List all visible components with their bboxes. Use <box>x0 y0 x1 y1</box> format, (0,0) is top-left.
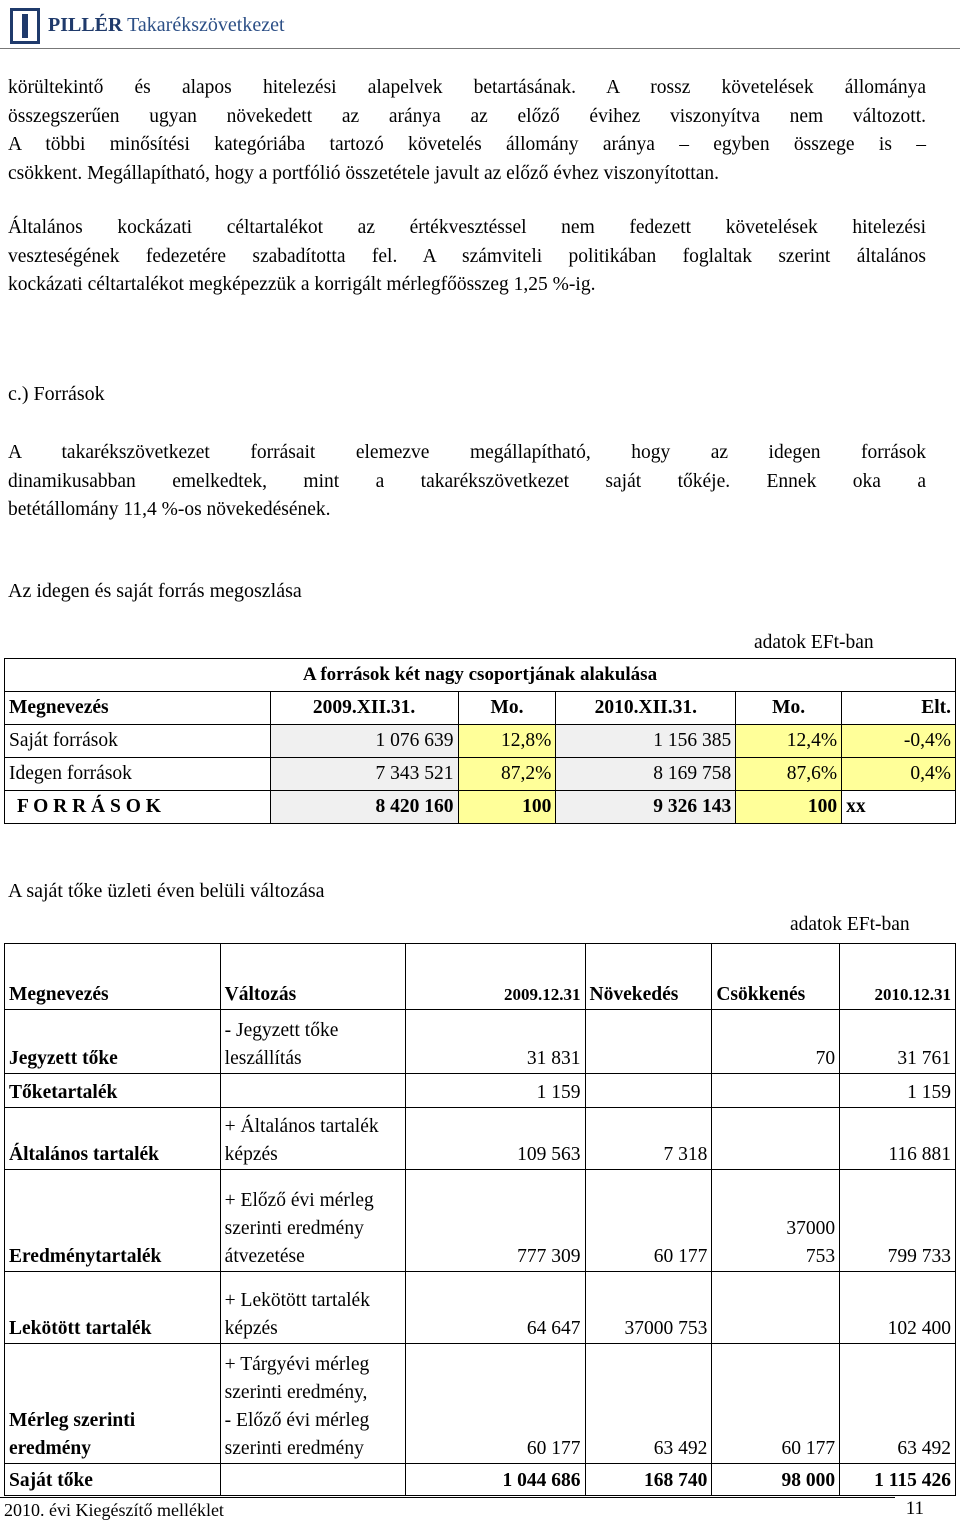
cell-value: 98 000 <box>712 1464 840 1496</box>
cell-value: 799 733 <box>840 1170 956 1272</box>
cell-value: 100 <box>458 791 556 824</box>
column-header: 2009.XII.31. <box>270 692 458 725</box>
cell-value <box>712 1074 840 1108</box>
text-line: körültekintő és alapos hitelezési alapelvek betartásának. A rossz követelések állománya <box>8 77 926 98</box>
change-description <box>220 1074 405 1108</box>
section-heading: c.) Források <box>8 383 105 405</box>
cell-value: 116 881 <box>840 1108 956 1170</box>
table-title: A források két nagy csoportjának alakulása <box>5 659 956 692</box>
cell-value: 1 159 <box>840 1074 956 1108</box>
column-header: Elt. <box>842 692 956 725</box>
row-label: Jegyzett tőke <box>5 1010 221 1074</box>
text-line: leszállítás <box>224 1048 302 1069</box>
cell-value: 168 740 <box>585 1464 712 1496</box>
row-label: Mérleg szerinti eredmény <box>5 1344 221 1464</box>
change-description <box>220 1272 405 1344</box>
footer-text: 2010. évi Kiegészítő melléklet <box>4 1500 224 1520</box>
row-label: Tőketartalék <box>5 1074 221 1108</box>
text-line: 37000 <box>786 1218 836 1239</box>
cell-value: 31 831 <box>406 1010 585 1074</box>
cell-value: 109 563 <box>406 1108 585 1170</box>
row-label: Idegen források <box>5 758 271 791</box>
cell-value: 102 400 <box>840 1272 956 1344</box>
column-header: Változás <box>220 944 405 1010</box>
cell-value: 64 647 <box>406 1272 585 1344</box>
change-description <box>220 1010 405 1074</box>
row-label: Lekötött tartalék <box>5 1272 221 1344</box>
cell-value <box>712 1170 840 1272</box>
column-header: Mo. <box>736 692 842 725</box>
change-description <box>220 1464 405 1496</box>
cell-value: 7 318 <box>585 1108 712 1170</box>
table-total-row <box>5 791 956 824</box>
column-header: 2010.XII.31. <box>556 692 736 725</box>
table-row <box>5 1010 956 1074</box>
cell-value: 1 044 686 <box>406 1464 585 1496</box>
cell-value: 60 177 <box>406 1344 585 1464</box>
table2-unit: adatok EFt-ban <box>790 914 910 935</box>
row-label: Saját tőke <box>5 1464 221 1496</box>
cell-value: 60 177 <box>712 1344 840 1464</box>
table-row <box>5 1074 956 1108</box>
column-header: Mo. <box>458 692 556 725</box>
cell-value: 31 761 <box>840 1010 956 1074</box>
cell-value: 37000 753 <box>585 1272 712 1344</box>
change-description <box>220 1108 405 1170</box>
cell-value: 1 076 639 <box>270 725 458 758</box>
equity-table <box>4 943 956 1496</box>
column-header: 2010.12.31 <box>840 944 956 1010</box>
text-line: szerinti eredmény, <box>224 1382 368 1403</box>
cell-value: 70 <box>712 1010 840 1074</box>
cell-value: 8 420 160 <box>270 791 458 824</box>
column-header: Csökkenés <box>712 944 840 1010</box>
text-line: 753 <box>805 1246 836 1267</box>
text-line: + Általános tartalék <box>224 1116 379 1137</box>
table-row <box>5 758 956 791</box>
row-label: Saját források <box>5 725 271 758</box>
table2-heading: A saját tőke üzleti éven belüli változása <box>8 880 325 902</box>
paragraph-forrasok <box>8 439 926 525</box>
text-line: + Tárgyévi mérleg <box>224 1354 370 1375</box>
cell-value: 777 309 <box>406 1170 585 1272</box>
cell-value: 7 343 521 <box>270 758 458 791</box>
table-row <box>5 1344 956 1464</box>
text-line: képzés <box>224 1144 278 1165</box>
table-row <box>5 1272 956 1344</box>
column-header: Megnevezés <box>5 692 271 725</box>
text-line: csökkent. Megállapítható, hogy a portfólió összetétele javult az előző évhez viszonyítottan. <box>8 162 719 184</box>
table-row <box>5 1170 956 1272</box>
table1-heading: Az idegen és saját forrás megoszlása <box>8 580 302 602</box>
cell-value: 12,8% <box>458 725 556 758</box>
text-line: kockázati céltartalékot megképezzük a korrigált mérlegfőösszeg 1,25 %-ig. <box>8 274 596 295</box>
column-header: Növekedés <box>585 944 712 1010</box>
table-row <box>5 725 956 758</box>
text-line: Általános kockázati céltartalékot az értékvesztéssel nem fedezett követelések hitelezési <box>8 217 926 238</box>
text-line: képzés <box>224 1318 278 1339</box>
sources-table <box>4 658 956 824</box>
text-line: A takarékszövetkezet forrásait elemezve megállapítható, hogy az idegen források <box>8 442 926 463</box>
piller-logo-icon <box>10 8 40 44</box>
row-label: Eredménytartalék <box>5 1170 221 1272</box>
text-line: + Lekötött tartalék <box>224 1290 370 1311</box>
text-line: A többi minősítési kategóriába tartozó követelés állomány aránya – egyben összege is – <box>8 134 926 155</box>
cell-value: -0,4% <box>842 725 956 758</box>
cell-value: 12,4% <box>736 725 842 758</box>
cell-value: 1 156 385 <box>556 725 736 758</box>
logo-name: PILLÉR <box>48 14 123 36</box>
logo-text <box>48 14 285 37</box>
page-number: 11 <box>905 1498 924 1519</box>
table-header-row <box>5 692 956 725</box>
cell-value: 100 <box>736 791 842 824</box>
logo-subtitle: Takarékszövetkezet <box>127 14 285 36</box>
paragraph-celtartalek <box>8 214 926 300</box>
paragraph-portfolio <box>8 74 926 188</box>
column-header: Megnevezés <box>5 944 221 1010</box>
text-line: szerinti eredmény <box>224 1218 364 1239</box>
table-total-row <box>5 1464 956 1496</box>
cell-value: xx <box>842 791 956 824</box>
cell-value: 8 169 758 <box>556 758 736 791</box>
text-line: veszteségének fedezetére szabadította fel. A számviteli politikában foglaltak szerint általános <box>8 245 926 267</box>
table-row <box>5 1108 956 1170</box>
cell-value: 1 115 426 <box>840 1464 956 1496</box>
row-label: F O R R Á S O K <box>5 791 271 824</box>
text-line: átvezetése <box>224 1246 305 1267</box>
column-header: 2009.12.31 <box>406 944 585 1010</box>
cell-value: 9 326 143 <box>556 791 736 824</box>
cell-value: 60 177 <box>585 1170 712 1272</box>
cell-value <box>585 1010 712 1074</box>
text-line: szerinti eredmény <box>224 1438 364 1459</box>
cell-value: 63 492 <box>585 1344 712 1464</box>
table-header-row <box>5 944 956 1010</box>
row-label: Általános tartalék <box>5 1108 221 1170</box>
cell-value: 87,2% <box>458 758 556 791</box>
change-description <box>220 1170 405 1272</box>
cell-value: 1 159 <box>406 1074 585 1108</box>
table-title-row <box>5 659 956 692</box>
footer-divider <box>0 1497 895 1498</box>
page-header <box>0 0 960 48</box>
text-line: összegszerűen ugyan növekedett az aránya az előző évihez viszonyítva nem változott. <box>8 105 926 127</box>
change-description <box>220 1344 405 1464</box>
text-line: - Jegyzett tőke <box>224 1020 339 1041</box>
header-divider <box>0 48 960 49</box>
text-line: dinamikusabban emelkedtek, mint a takarékszövetkezet saját tőkéje. Ennek oka a <box>8 470 926 492</box>
cell-value: 63 492 <box>840 1344 956 1464</box>
cell-value <box>585 1074 712 1108</box>
table1-unit: adatok EFt-ban <box>754 632 874 653</box>
text-line: - Előző évi mérleg <box>224 1410 370 1431</box>
cell-value <box>712 1272 840 1344</box>
text-line: betétállomány 11,4 %-os növekedésének. <box>8 499 331 520</box>
cell-value <box>712 1108 840 1170</box>
cell-value: 0,4% <box>842 758 956 791</box>
cell-value: 87,6% <box>736 758 842 791</box>
text-line: + Előző évi mérleg <box>224 1190 374 1211</box>
